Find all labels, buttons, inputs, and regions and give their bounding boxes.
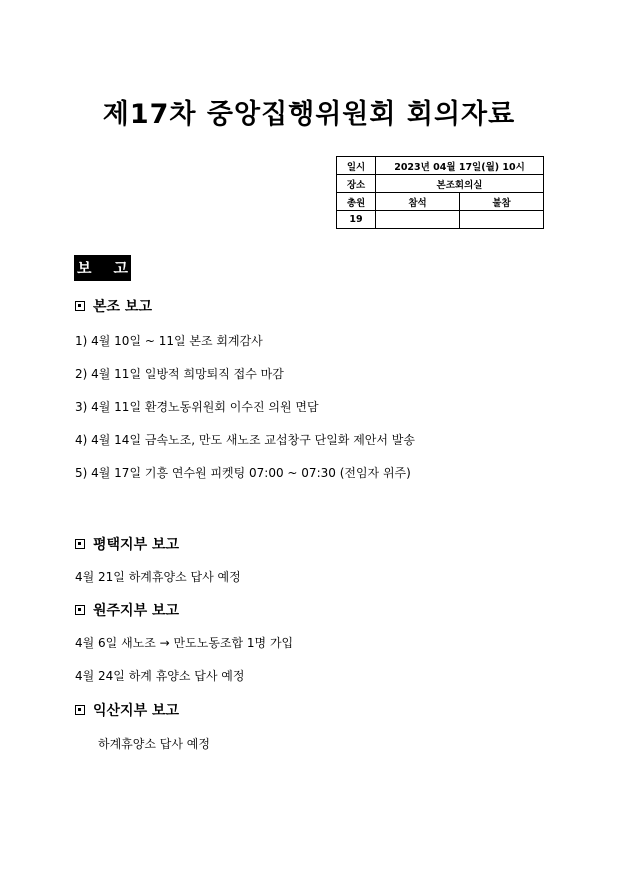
list-item: 4월 24일 하계 휴양소 답사 예정 xyxy=(75,669,245,683)
place-value: 본조회의실 xyxy=(376,175,544,193)
page-title: 제17차 중앙집행위원회 회의자료 xyxy=(102,99,516,130)
report-section-badge xyxy=(74,255,131,281)
attend-label: 참석 xyxy=(376,193,460,211)
section-heading-pyeongtaek xyxy=(75,534,179,554)
section-heading-iksan xyxy=(75,700,179,720)
member-label: 총원 xyxy=(337,193,376,211)
meeting-info-table xyxy=(336,156,544,229)
square-bullet-icon xyxy=(75,705,85,715)
list-item: 2) 4월 11일 일방적 희망퇴직 접수 마감 xyxy=(75,367,284,381)
section-heading-hq xyxy=(75,296,152,316)
heading-text: 평택지부 보고 xyxy=(93,537,180,553)
heading-text: 익산지부 보고 xyxy=(93,703,180,719)
square-bullet-icon xyxy=(75,605,85,615)
date-label: 일시 xyxy=(337,157,376,175)
list-item: 3) 4월 11일 환경노동위원회 이수진 의원 면담 xyxy=(75,400,319,414)
square-bullet-icon xyxy=(75,539,85,549)
absent-count xyxy=(460,211,544,229)
badge-char-right: 고 xyxy=(113,259,128,277)
member-count: 19 xyxy=(337,211,376,229)
list-item: 4월 21일 하계휴양소 답사 예정 xyxy=(75,570,241,584)
heading-text: 원주지부 보고 xyxy=(93,603,180,619)
list-item: 4월 6일 새노조 → 만도노동조합 1명 가입 xyxy=(75,636,294,650)
heading-text: 본조 보고 xyxy=(93,299,152,315)
attend-count xyxy=(376,211,460,229)
absent-label: 불참 xyxy=(460,193,544,211)
list-item: 5) 4월 17일 기흥 연수원 피켓팅 07:00 ~ 07:30 (전임자 위주) xyxy=(75,466,411,480)
date-value: 2023년 04월 17일(월) 10시 xyxy=(376,157,544,175)
square-bullet-icon xyxy=(75,301,85,311)
badge-char-left: 보 xyxy=(77,259,92,277)
list-item: 1) 4월 10일 ~ 11일 본조 회계감사 xyxy=(75,334,263,348)
list-item: 하계휴양소 답사 예정 xyxy=(98,737,210,751)
list-item: 4) 4월 14일 금속노조, 만도 새노조 교섭창구 단일화 제안서 발송 xyxy=(75,433,415,447)
place-label: 장소 xyxy=(337,175,376,193)
section-heading-wonju xyxy=(75,600,179,620)
